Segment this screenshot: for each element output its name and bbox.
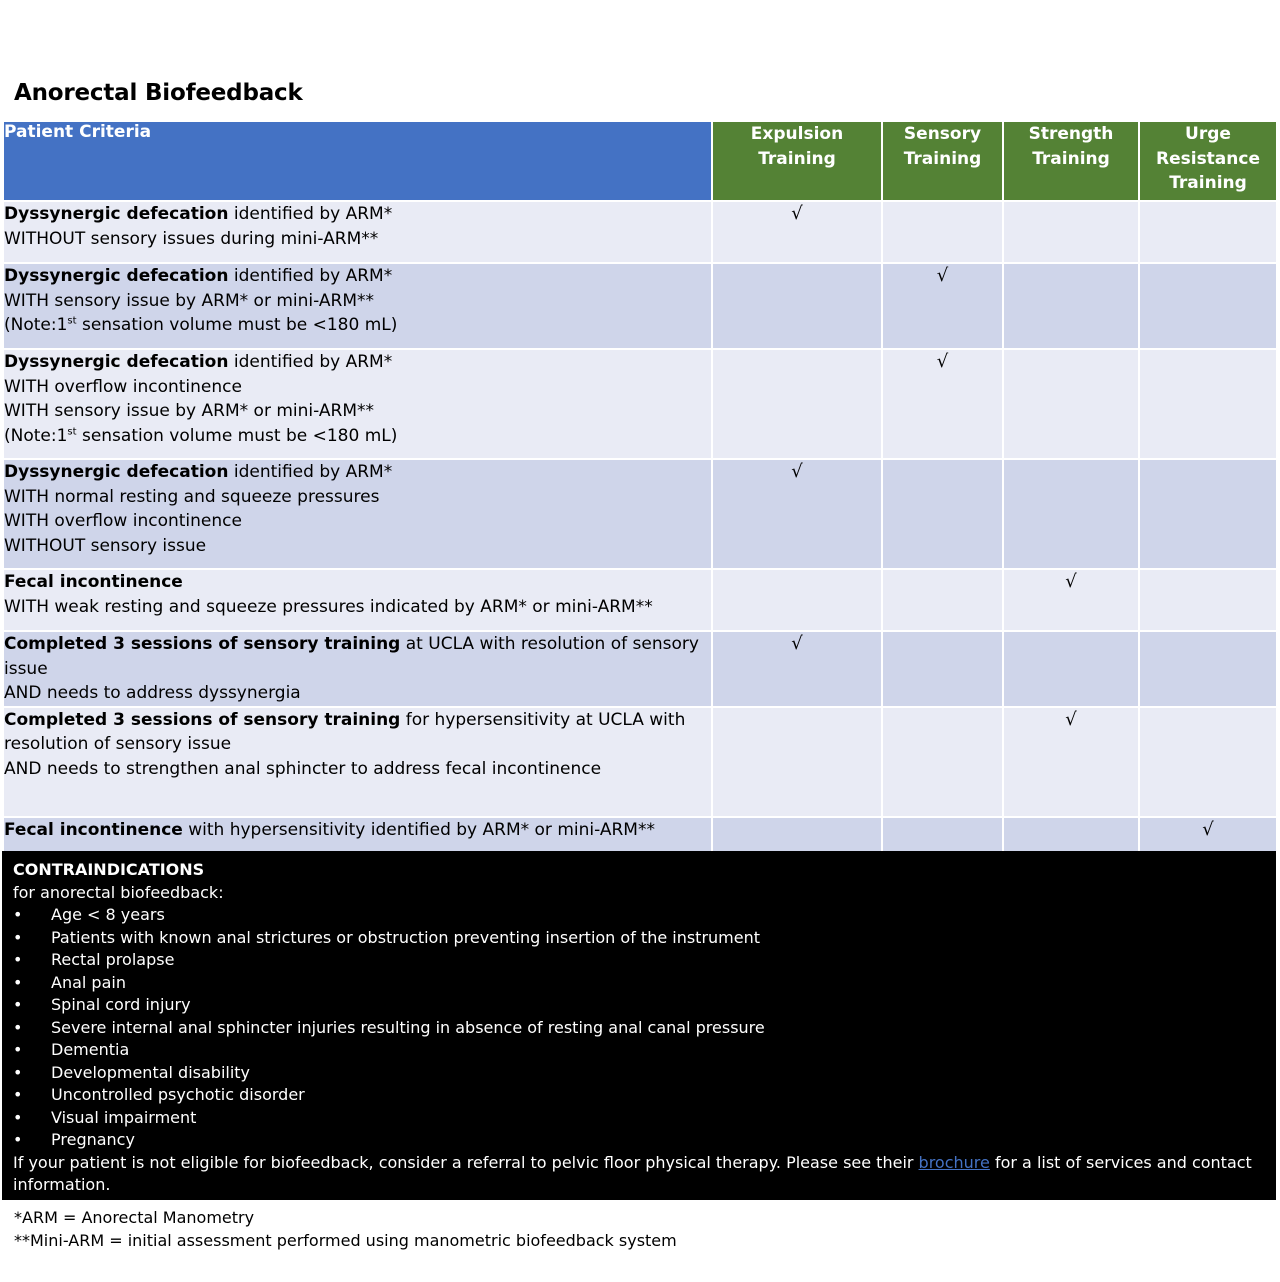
check-mark-icon: √ (791, 203, 803, 224)
bullet-icon: • (13, 950, 23, 969)
criteria-cell (3, 459, 712, 569)
check-cell (712, 707, 882, 817)
criteria-first-line (4, 632, 711, 681)
contraindications-list (13, 904, 1265, 1152)
criteria-line: WITH sensory issue by ARM* or mini-ARM** (4, 401, 374, 421)
contraindication-text: Rectal prolapse (51, 950, 175, 969)
contraindication-item (13, 949, 1265, 972)
check-mark-icon: √ (1065, 571, 1077, 592)
criteria-line: WITH weak resting and squeeze pressures indicated by ARM* or mini-ARM** (4, 596, 653, 617)
bullet-icon: • (13, 1130, 23, 1149)
contraindication-item (13, 1129, 1265, 1152)
criteria-first-line (4, 460, 711, 485)
check-cell (1139, 201, 1277, 263)
table-row (3, 201, 1277, 263)
check-cell (882, 201, 1003, 263)
note-prefix: (Note:1 (4, 425, 68, 446)
criteria-cell (3, 201, 712, 263)
bullet-icon: • (13, 972, 23, 992)
criteria-cell (3, 569, 712, 631)
contraindication-text: Severe internal anal sphincter injuries resulting in absence of resting anal canal pressure (51, 1017, 765, 1037)
check-cell (1003, 631, 1139, 707)
check-cell (1003, 201, 1139, 263)
check-mark-icon: √ (936, 265, 949, 286)
contraindication-item (13, 972, 1265, 995)
check-cell (882, 707, 1003, 817)
check-cell (1003, 707, 1139, 817)
footnotes (14, 1207, 677, 1252)
check-cell (1003, 569, 1139, 631)
check-cell (712, 459, 882, 569)
referral-text (13, 1152, 1265, 1197)
criteria-inline-text: for hypersensitivity at UCLA with (400, 709, 686, 730)
contraindication-text: Spinal cord injury (51, 995, 191, 1014)
table-row (3, 263, 1277, 349)
criteria-first-line (4, 570, 711, 595)
contraindications-heading: CONTRAINDICATIONS (13, 860, 205, 879)
column-header-urge-resistance: Urge Resistance Training (1139, 121, 1277, 201)
criteria-line: WITHOUT sensory issue (4, 535, 207, 556)
contraindication-text: Anal pain (51, 972, 126, 992)
contraindication-item (13, 1084, 1265, 1107)
check-cell (882, 349, 1003, 459)
column-header-expulsion: Expulsion Training (712, 121, 882, 201)
criteria-bold-text: Dyssynergic defecation (4, 352, 229, 372)
contraindication-item (13, 904, 1265, 927)
criteria-inline-text: at UCLA with resolution of sensory issue (4, 634, 699, 679)
criteria-line: AND needs to address dyssynergia (4, 683, 301, 703)
check-cell (712, 631, 882, 707)
check-cell (712, 569, 882, 631)
criteria-bold-text: Dyssynergic defecation (4, 204, 229, 224)
criteria-column-header: Patient Criteria (3, 121, 712, 201)
criteria-bold-text: Completed 3 sessions of sensory training (4, 634, 401, 654)
bullet-icon: • (13, 1017, 23, 1037)
bullet-icon: • (13, 927, 23, 947)
criteria-first-line (4, 264, 711, 289)
check-cell (712, 201, 882, 263)
check-cell (1139, 631, 1277, 707)
criteria-cell (3, 707, 712, 817)
contraindication-item (13, 1039, 1265, 1062)
check-mark-icon: √ (791, 633, 803, 654)
note-superscript: st (67, 425, 77, 437)
criteria-inline-text: identified by ARM* (228, 462, 393, 482)
criteria-cell (3, 263, 712, 349)
check-cell (882, 569, 1003, 631)
bullet-icon: • (13, 1107, 23, 1127)
contraindication-text: Visual impairment (51, 1107, 197, 1127)
check-cell (882, 459, 1003, 569)
table-row (3, 349, 1277, 459)
note-prefix: (Note:1 (4, 315, 68, 335)
criteria-line: WITHOUT sensory issues during mini-ARM** (4, 228, 379, 249)
check-cell (712, 263, 882, 349)
check-mark-icon: √ (1065, 708, 1077, 730)
table-row (3, 707, 1277, 817)
check-cell (882, 263, 1003, 349)
footnote-arm: *ARM = Anorectal Manometry (14, 1208, 255, 1227)
check-mark-icon: √ (936, 351, 949, 372)
table-row (3, 569, 1277, 631)
check-cell (1139, 569, 1277, 631)
sensation-volume-note (4, 424, 711, 449)
contraindication-item (13, 994, 1265, 1017)
check-cell (712, 349, 882, 459)
brochure-link[interactable]: brochure (918, 1152, 990, 1172)
criteria-line: WITH overflow incontinence (4, 511, 242, 531)
column-header-strength: Strength Training (1003, 121, 1139, 201)
criteria-bold-text: Fecal incontinence (4, 819, 183, 840)
bullet-icon: • (13, 1062, 23, 1082)
criteria-bold-text: Dyssynergic defecation (4, 266, 229, 286)
footnote-mini-arm: **Mini-ARM = initial assessment performed using manometric biofeedback system (14, 1230, 677, 1250)
table-header-row (3, 121, 1277, 201)
criteria-inline-text: identified by ARM* (228, 352, 393, 372)
bullet-icon: • (13, 905, 23, 924)
contraindication-text: Uncontrolled psychotic disorder (51, 1085, 305, 1104)
bullet-icon: • (13, 995, 23, 1014)
check-cell (1003, 349, 1139, 459)
criteria-line: WITH overflow incontinence (4, 376, 242, 397)
referral-text-end: for a list of services and contact information. (13, 1152, 1252, 1194)
bullet-icon: • (13, 1085, 23, 1104)
contraindication-item (13, 1107, 1265, 1130)
criteria-cell (3, 631, 712, 707)
criteria-line: WITH normal resting and squeeze pressures (4, 486, 380, 507)
criteria-inline-text: identified by ARM* (228, 204, 393, 224)
bullet-icon: • (13, 1040, 23, 1059)
contraindication-text: Dementia (51, 1040, 130, 1059)
check-mark-icon: √ (791, 461, 803, 482)
contraindication-text: Age < 8 years (51, 905, 165, 924)
referral-text-start: If your patient is not eligible for biofeedback, consider a referral to pelvic floor physical therapy. Please see their (13, 1152, 919, 1172)
check-cell (1139, 263, 1277, 349)
check-cell (1003, 459, 1139, 569)
sensation-volume-note (4, 313, 711, 338)
note-suffix: sensation volume must be <180 mL) (76, 315, 398, 335)
page-title: Anorectal Biofeedback (14, 80, 303, 106)
contraindications-panel (2, 851, 1276, 1200)
criteria-line: resolution of sensory issue (4, 734, 232, 754)
column-header-sensory: Sensory Training (882, 121, 1003, 201)
check-mark-icon: √ (1202, 818, 1214, 840)
table-row (3, 459, 1277, 569)
criteria-first-line (4, 350, 711, 375)
table-row (3, 631, 1277, 707)
check-cell (1003, 263, 1139, 349)
criteria-inline-text: identified by ARM* (228, 266, 393, 286)
contraindication-item (13, 1017, 1265, 1040)
criteria-line: AND needs to strengthen anal sphincter to address fecal incontinence (4, 758, 602, 779)
note-suffix: sensation volume must be <180 mL) (76, 425, 398, 446)
criteria-cell (3, 349, 712, 459)
check-cell (1139, 349, 1277, 459)
criteria-first-line (4, 202, 711, 227)
contraindications-intro: for anorectal biofeedback: (13, 882, 224, 902)
criteria-bold-text: Fecal incontinence (4, 572, 183, 592)
criteria-table (2, 120, 1278, 866)
criteria-line: WITH sensory issue by ARM* or mini-ARM** (4, 290, 374, 311)
contraindication-item (13, 1062, 1265, 1085)
contraindication-text: Developmental disability (51, 1062, 251, 1082)
criteria-first-line (4, 818, 711, 843)
contraindication-text: Pregnancy (51, 1130, 135, 1149)
criteria-inline-text: with hypersensitivity identified by ARM* or mini-ARM** (182, 819, 655, 840)
check-cell (882, 631, 1003, 707)
contraindication-text: Patients with known anal strictures or obstruction preventing insertion of the instrument (51, 927, 761, 947)
check-cell (1139, 707, 1277, 817)
note-superscript: st (67, 315, 77, 327)
criteria-bold-text: Dyssynergic defecation (4, 462, 229, 482)
contraindication-item (13, 927, 1265, 950)
check-cell (1139, 459, 1277, 569)
criteria-first-line (4, 708, 711, 733)
criteria-bold-text: Completed 3 sessions of sensory training (4, 709, 401, 730)
